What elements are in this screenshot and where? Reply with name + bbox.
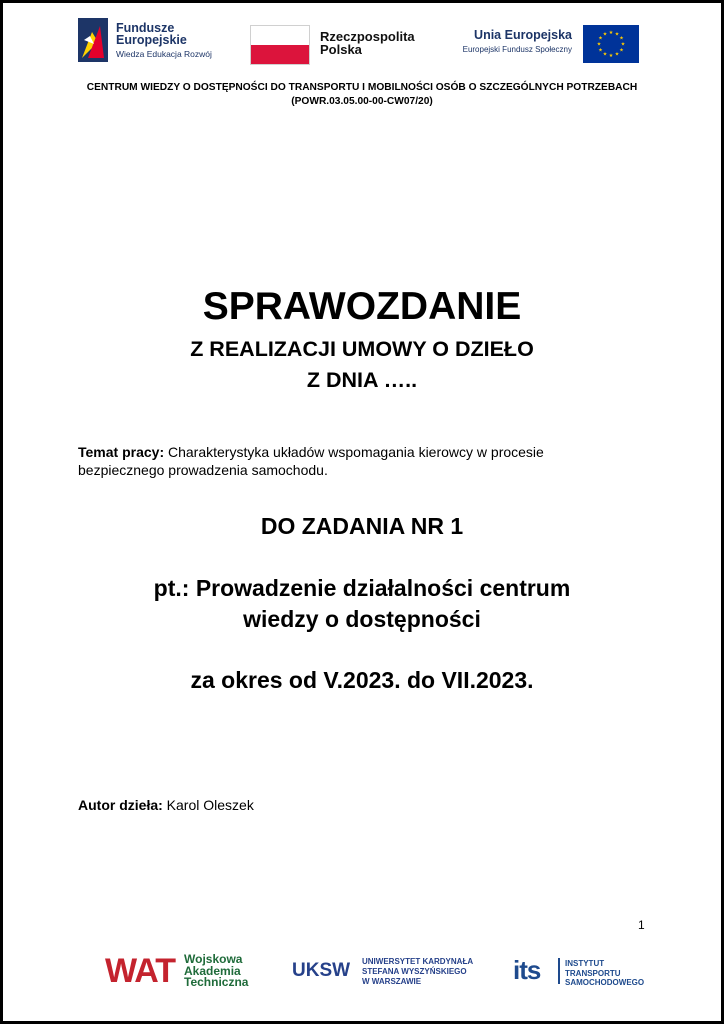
task-number: DO ZADANIA NR 1 bbox=[260, 513, 464, 539]
svg-text:★: ★ bbox=[596, 41, 602, 48]
rzeczpospolita-polska-text: Rzeczpospolita Polska bbox=[320, 29, 415, 57]
work-topic bbox=[78, 443, 598, 479]
svg-text:★: ★ bbox=[608, 53, 614, 59]
svg-text:★: ★ bbox=[602, 31, 608, 38]
svg-text:★: ★ bbox=[619, 35, 624, 42]
its-logo-divider bbox=[558, 958, 560, 984]
svg-text:★: ★ bbox=[598, 35, 603, 42]
svg-text:★: ★ bbox=[620, 41, 626, 48]
document-subtitle-line2: Z DNIA ….. bbox=[306, 368, 418, 392]
svg-text:★: ★ bbox=[602, 51, 608, 58]
topic-value: Charakterystyka układów wspomagania kierowcy w procesie bezpiecznego prowadzenia samochodu. bbox=[78, 444, 544, 478]
svg-text:★: ★ bbox=[619, 47, 624, 54]
document-subtitle-line1: Z REALIZACJI UMOWY O DZIEŁO bbox=[190, 337, 534, 361]
uksw-logo-text: UNIWERSYTET KARDYNAŁA STEFANA WYSZYŃSKIEGO W WARSZAWIE bbox=[362, 957, 474, 986]
svg-text:★: ★ bbox=[608, 30, 614, 36]
program-code: (POWR.03.05.00-00-CW07/20) bbox=[291, 96, 433, 107]
wat-logo-text: Wojskowa Akademia Techniczna bbox=[184, 952, 249, 989]
author-label: Autor dzieła: bbox=[78, 797, 163, 813]
svg-text:★: ★ bbox=[614, 31, 620, 38]
task-title-line2: wiedzy o dostępności bbox=[243, 606, 481, 632]
its-logo-mark: its bbox=[513, 955, 541, 985]
author-value: Karol Oleszek bbox=[166, 797, 254, 813]
page-number: 1 bbox=[638, 918, 645, 932]
unia-europejska-text: Unia Europejska Europejski Fundusz Społeczny bbox=[462, 28, 572, 54]
fundusze-europejskie-logo bbox=[78, 18, 108, 62]
fundusze-europejskie-text: Fundusze Europejskie Wiedza Edukacja Rozwój bbox=[116, 21, 212, 59]
program-title: CENTRUM WIEDZY O DOSTĘPNOŚCI DO TRANSPORTU I MOBILNOŚCI OSÓB O SZCZEGÓLNYCH POTRZEBACH bbox=[86, 82, 638, 93]
its-logo-text: INSTYTUT TRANSPORTU SAMOCHODOWEGO bbox=[565, 959, 645, 987]
document-title: SPRAWOZDANIE bbox=[202, 285, 522, 328]
eu-flag bbox=[583, 25, 639, 63]
uksw-logo-mark: UKSW bbox=[292, 960, 351, 981]
polish-flag bbox=[250, 25, 310, 65]
svg-text:★: ★ bbox=[598, 47, 603, 54]
wat-logo-mark: WAT bbox=[105, 952, 176, 990]
author bbox=[78, 797, 254, 813]
report-period: za okres od V.2023. do VII.2023. bbox=[190, 667, 534, 693]
task-title-line1: pt.: Prowadzenie działalności centrum bbox=[153, 575, 571, 601]
topic-label: Temat pracy: bbox=[78, 444, 165, 460]
svg-text:★: ★ bbox=[614, 51, 620, 58]
